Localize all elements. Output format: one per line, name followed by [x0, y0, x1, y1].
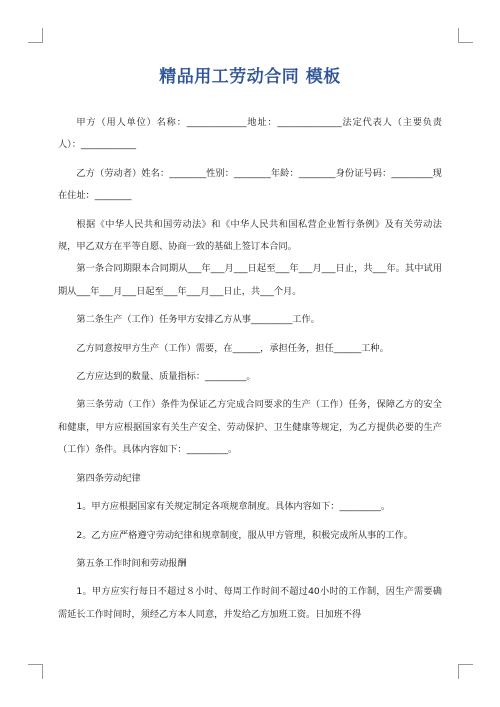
document-title: 精品用工劳动合同 模板: [159, 67, 341, 87]
clause-4-item-2: 2。乙方应严格遵守劳动纪律和规章制度，服从甲方管理，积极完成所从事的工作。: [76, 529, 413, 541]
clause-5-heading: 第五条工作时间和劳动报酬: [76, 557, 187, 569]
clause-4-item-1: 1。甲方应根据国家有关规定制定各项规章制度。具体内容如下：_________。: [76, 501, 391, 513]
clause-3-conditions: 第三条劳动（工作）条件为保证乙方完成合同要求的生产（工作）任务，保障乙方的安全和健康，甲方应根据国家有关生产安全、劳动保护、卫生健康等规定，为乙方提供必要的生产（工作）条件。具体内容如下：_________。: [58, 399, 442, 456]
crop-mark-top-left: [28, 28, 43, 43]
clause-4-heading: 第四条劳动纪律: [76, 472, 141, 484]
clause-2-assignment: 乙方同意按甲方生产（工作）需要，在______，承担任务，担任______工种。: [76, 342, 389, 354]
clause-1-term: 第一条合同期限本合同期从___年___月___日起至___年___月___日止，共___年。其中试用期从___年___月___日起至___年___月___日止，共___个月。: [58, 263, 442, 297]
crop-mark-top-right: [458, 28, 473, 43]
document-body: [58, 112, 442, 626]
legal-basis: 根据《中华人民共和国劳动法》和《中华人民共和国私营企业暂行条例》及有关劳动法规，甲乙双方在平等自愿、协商一致的基础上签订本合同。: [58, 218, 442, 253]
clause-2-task: 第二条生产（工作）任务甲方安排乙方从事_________工作。: [76, 314, 320, 326]
party-a-info: 甲方（用人单位）名称：_____________地址：______________法定代表人（主要负责人）：____________: [58, 117, 442, 151]
party-b-info: 乙方（劳动者）姓名：________性别：________年龄：________身份证号码：_________现在住址：________: [58, 167, 442, 202]
crop-mark-bottom-left: [28, 664, 43, 679]
crop-mark-bottom-right: [458, 664, 473, 679]
clause-5-item-1: 1。甲方应实行每日不超过８小时、每周工作时间不超过40小时的工作制，因生产需要确需延长工作时间时，须经乙方本人同意，并发给乙方加班工资。日加班不得: [58, 586, 442, 620]
clause-2-targets: 乙方应达到的数量、质量指标：_________。: [76, 371, 256, 383]
